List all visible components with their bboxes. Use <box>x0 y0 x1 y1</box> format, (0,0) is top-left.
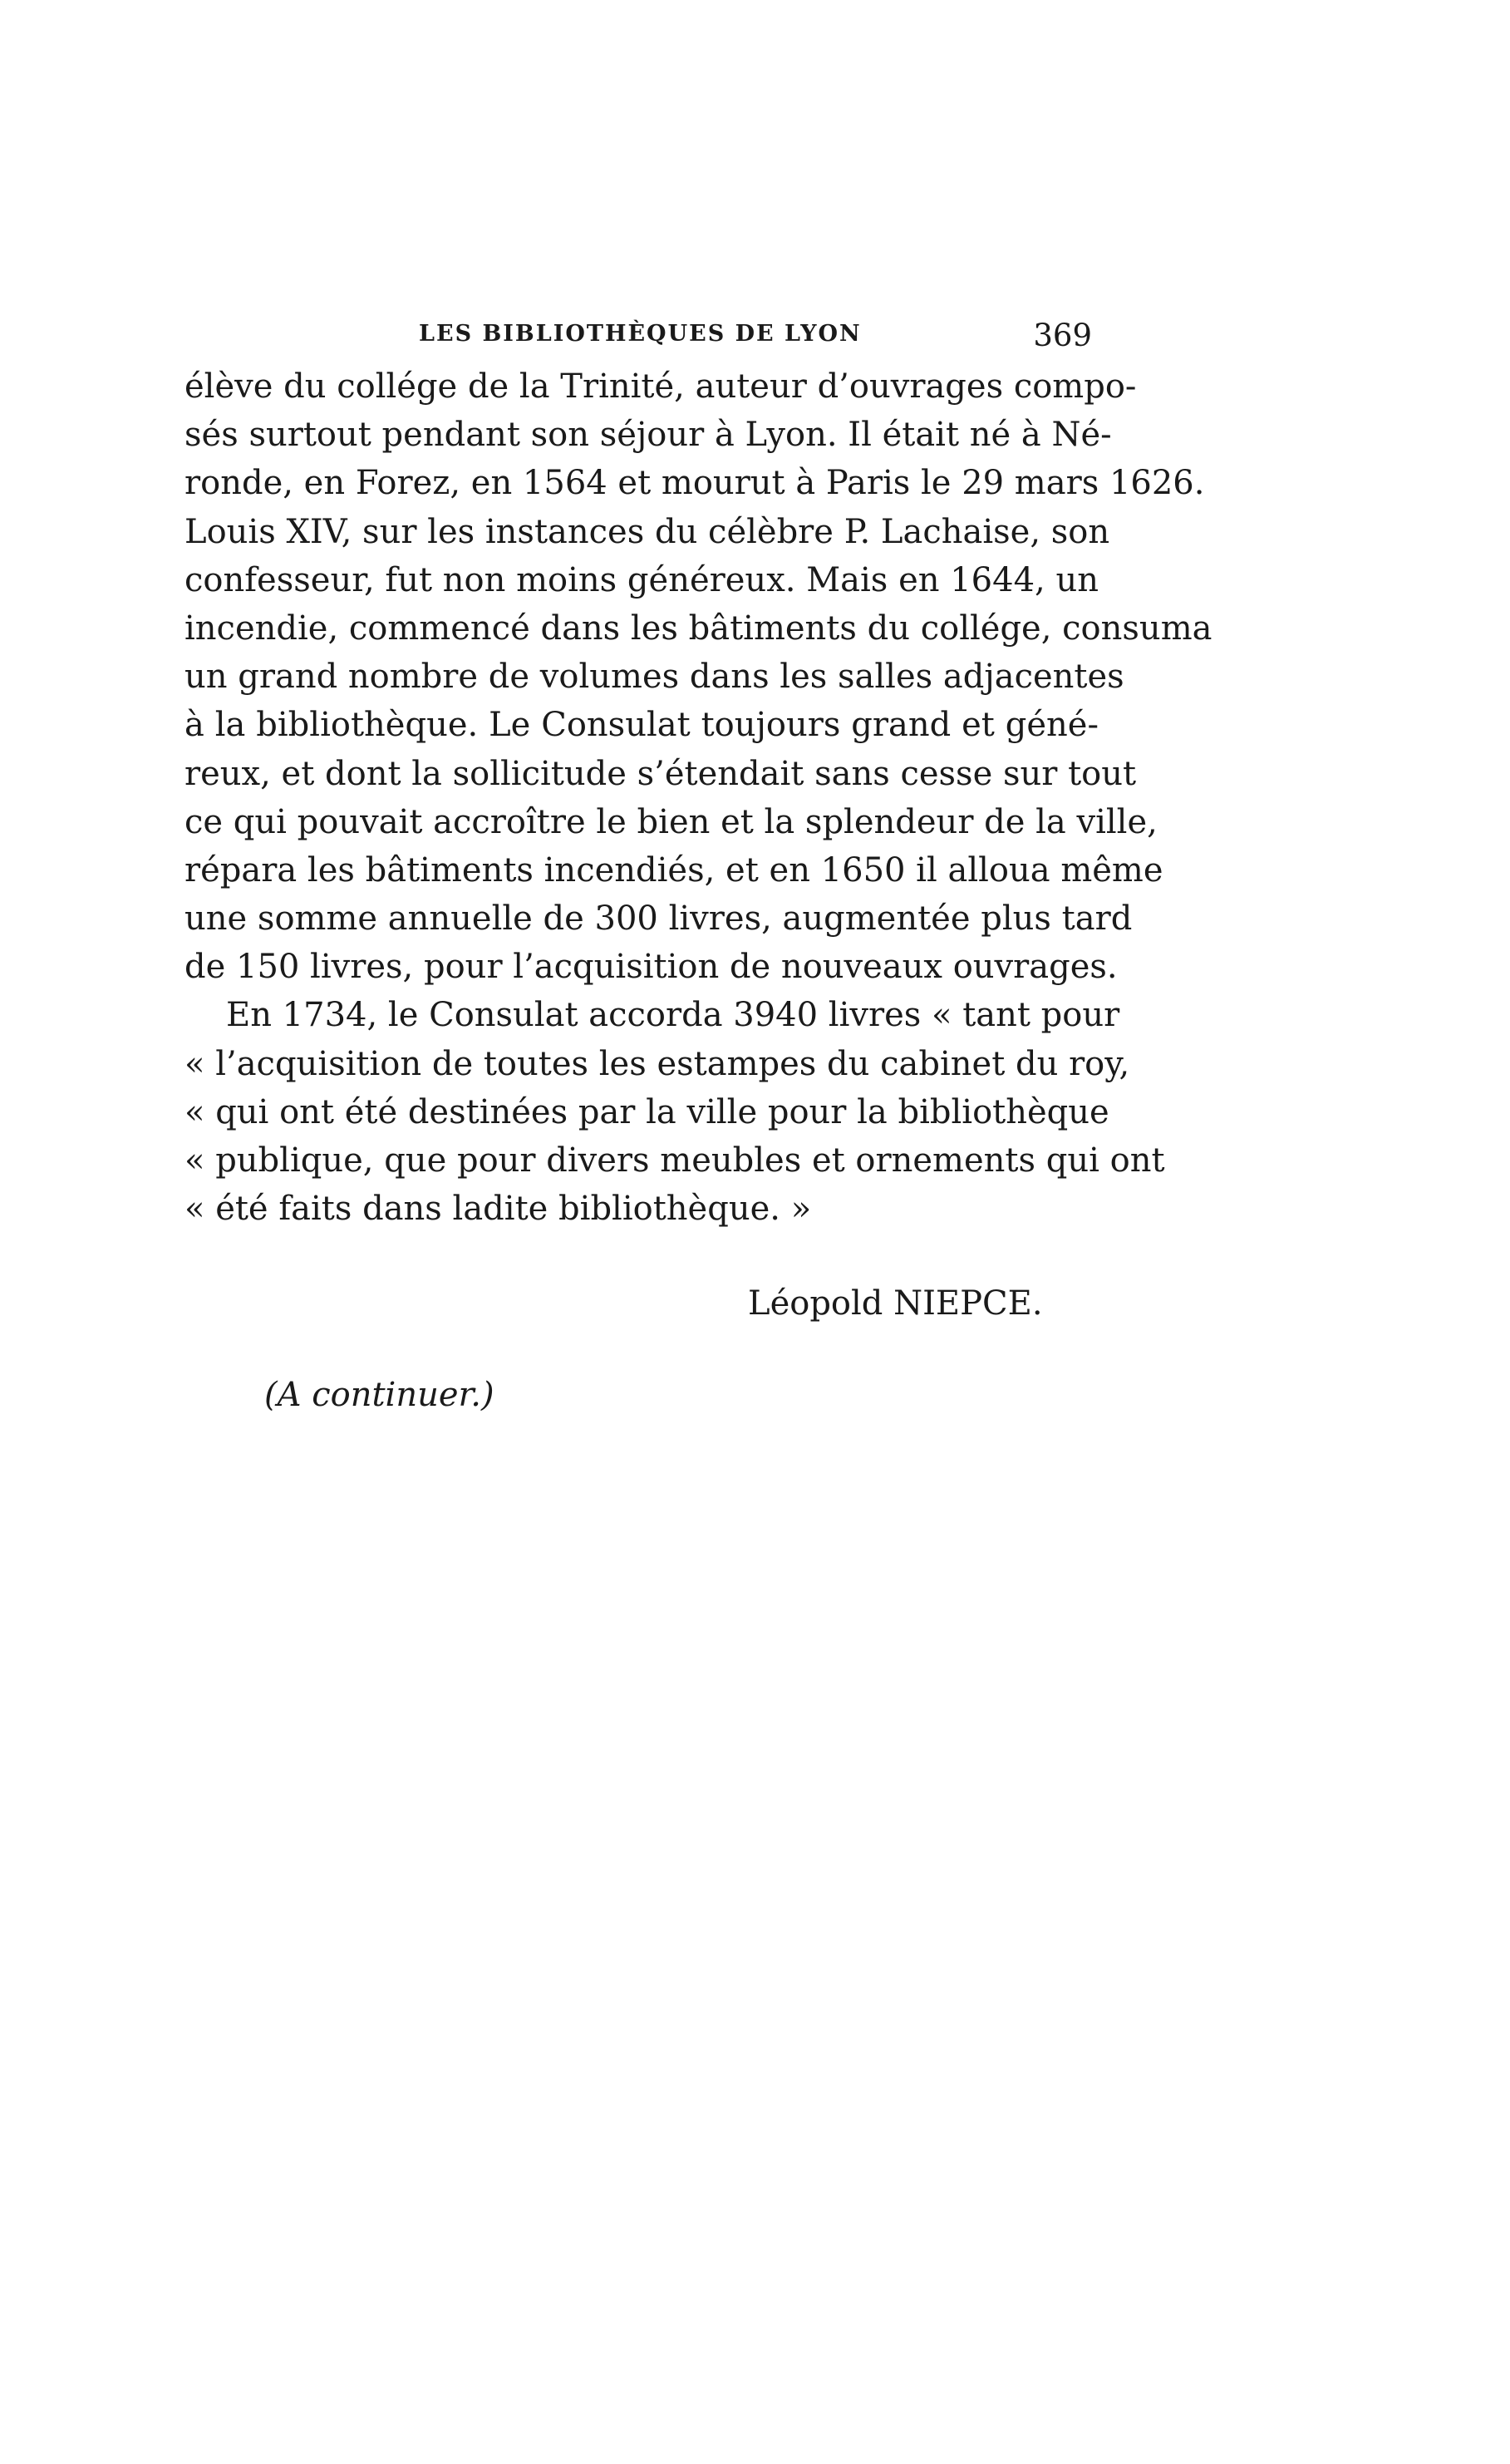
text-line: incendie, commencé dans les bâtiments du collége, consuma <box>184 609 1212 648</box>
text-line: « publique, que pour divers meubles et ornements qui ont <box>184 1141 1165 1180</box>
text-line: un grand nombre de volumes dans les salles adjacentes <box>184 658 1124 697</box>
running-title: LES BIBLIOTHÈQUES DE LYON <box>419 321 862 347</box>
text-line: de 150 livres, pour l’acquisition de nouveaux ouvrages. <box>184 948 1118 987</box>
text-line: ronde, en Forez, en 1564 et mourut à Paris le 29 mars 1626. <box>184 464 1205 503</box>
text-line: répara les bâtiments incendiés, et en 1650 il alloua même <box>184 850 1163 890</box>
text-line: « été faits dans ladite bibliothèque. » <box>184 1190 812 1229</box>
text-line: à la bibliothèque. Le Consulat toujours grand et géné- <box>184 706 1099 745</box>
page-header <box>184 318 1099 359</box>
text-line: élève du collége de la Trinité, auteur d’ouvrages compo- <box>184 367 1137 406</box>
page-number: 369 <box>1033 318 1092 353</box>
text-line: reux, et dont la sollicitude s’étendait sans cesse sur tout <box>184 754 1137 793</box>
text-line: « l’acquisition de toutes les estampes du cabinet du roy, <box>184 1044 1130 1083</box>
continuation-note: (A continuer.) <box>264 1376 494 1414</box>
author-signature: Léopold NIEPCE. <box>748 1284 1043 1323</box>
text-line: « qui ont été destinées par la ville pour la bibliothèque <box>184 1092 1109 1131</box>
text-line: ce qui pouvait accroître le bien et la splendeur de la ville, <box>184 802 1158 841</box>
text-line: une somme annuelle de 300 livres, augmentée plus tard <box>184 899 1133 939</box>
text-line: Louis XIV, sur les instances du célèbre P. Lachaise, son <box>184 512 1110 551</box>
paragraph-start-line: En 1734, le Consulat accorda 3940 livres « tant pour <box>226 996 1120 1035</box>
text-line: confesseur, fut non moins généreux. Mais en 1644, un <box>184 560 1099 599</box>
text-line: sés surtout pendant son séjour à Lyon. Il était né à Né- <box>184 416 1112 455</box>
body-text <box>184 362 1212 1233</box>
